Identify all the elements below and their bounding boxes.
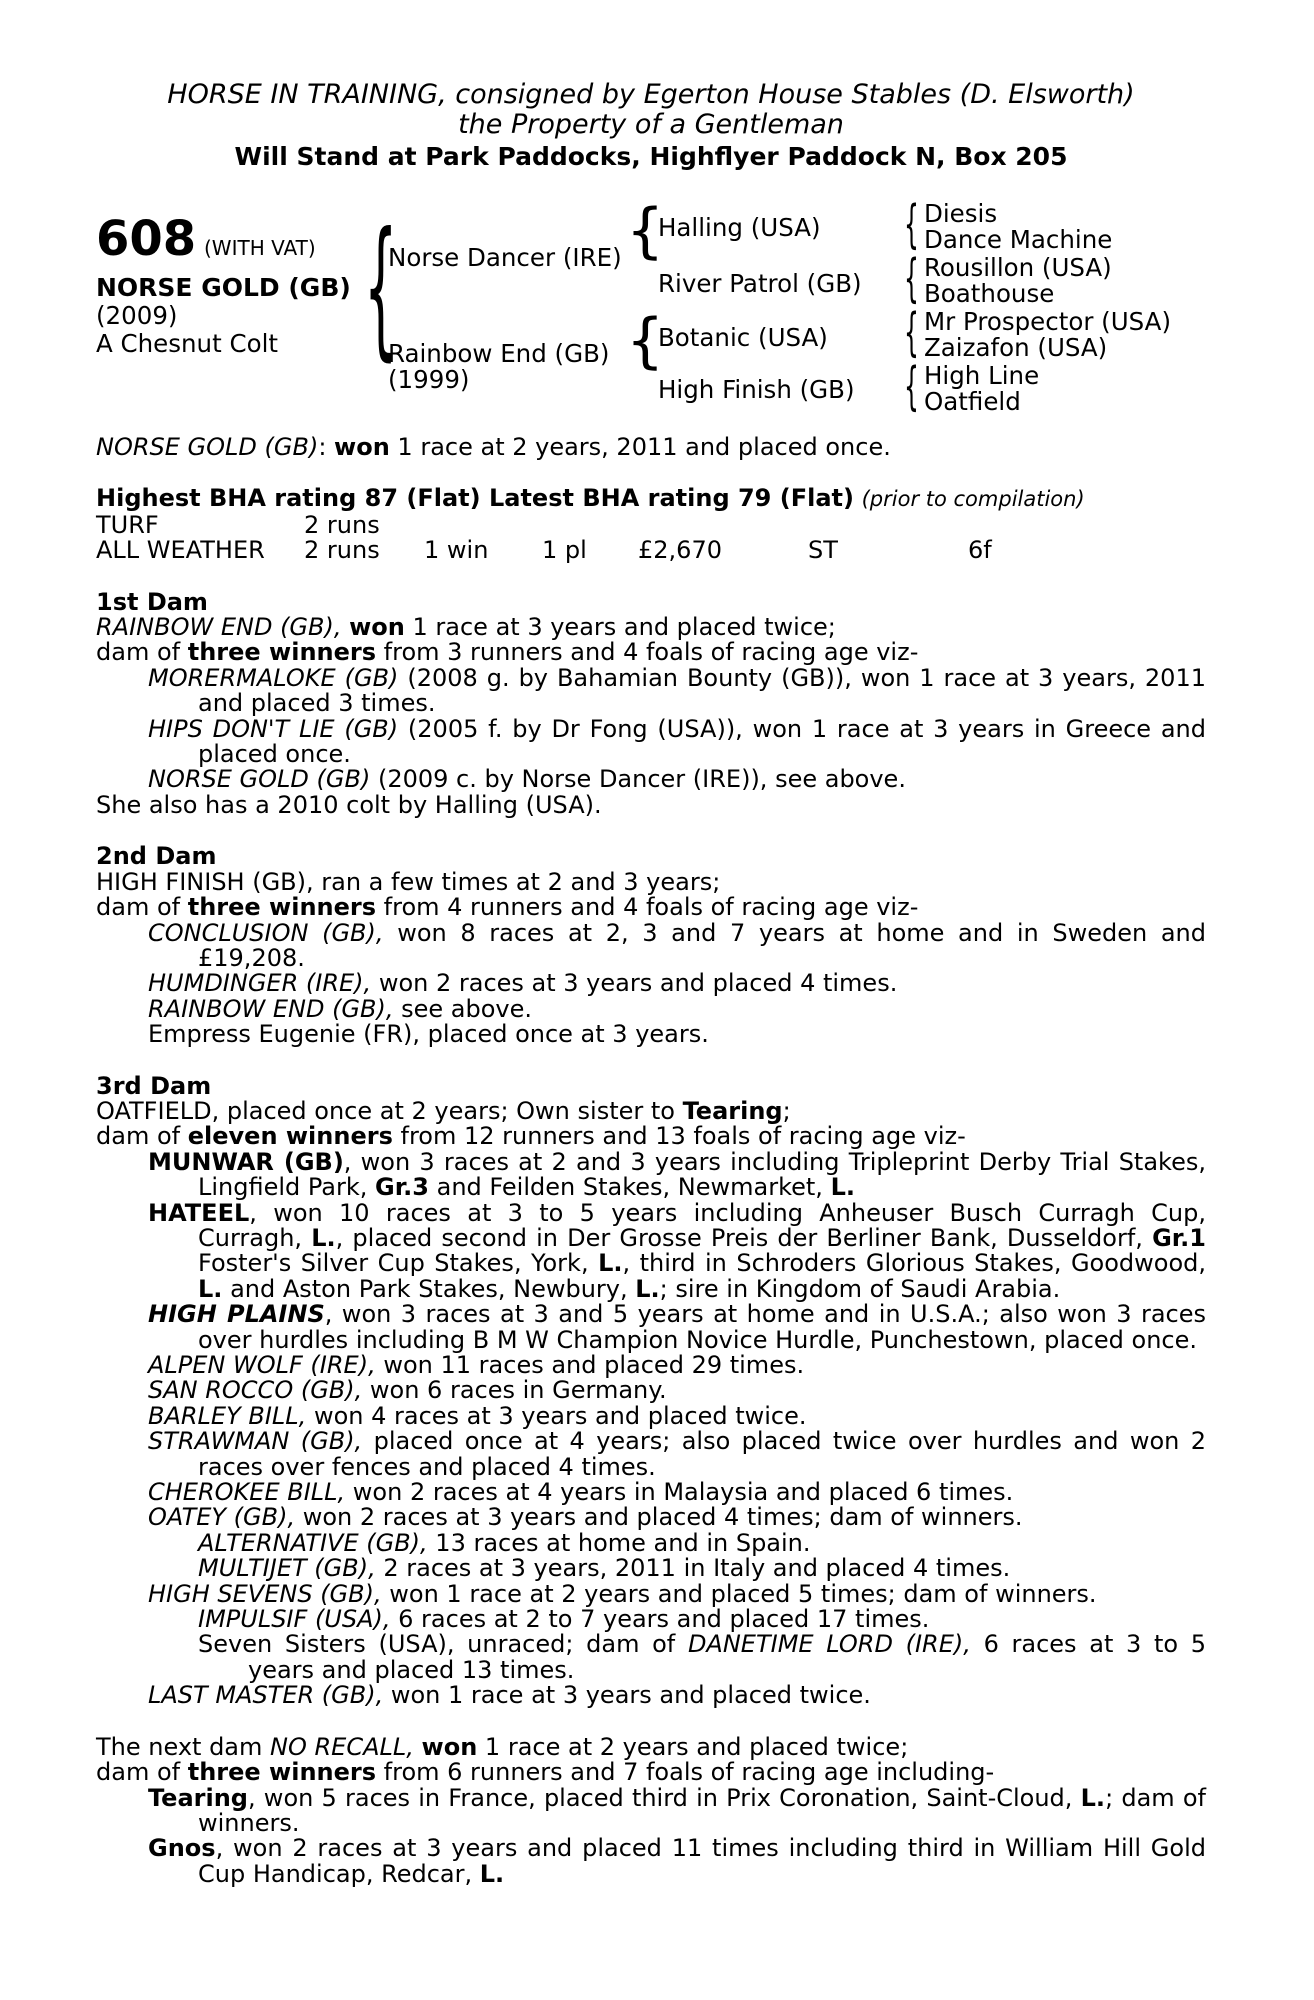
lot-number-block	[96, 211, 316, 267]
ddd: Oatfield	[924, 387, 1021, 416]
horse-name: NORSE GOLD (GB)	[96, 273, 351, 302]
brace-1: {	[364, 201, 398, 375]
sds: Rousillon (USA)	[924, 253, 1112, 282]
sire-sire: Halling (USA)	[658, 213, 821, 242]
second-dam-section: 2nd Dam HIGH FINISH (GB), ran a few times at 2 and 3 years; dam of three winners from 4 runners and 4 foals of racing age viz- CONCLUSION (GB), won 8 races at 2, 3 and 7 years at home and in Sweden and £19,208. HUMDINGER (IRE), won 2 races at 3 years and placed 4 times. RAINBOW END (GB), see above. Empress Eugenie (FR), placed once at 3 years.	[96, 842, 1207, 1049]
brace-3d: {	[904, 357, 919, 417]
vat-note: (WITH VAT)	[204, 236, 316, 260]
dsd: Zaizafon (USA)	[924, 333, 1108, 362]
section-title: 2nd Dam	[96, 842, 217, 871]
catalogue-body	[96, 435, 1206, 1887]
brace-3b: {	[904, 249, 919, 309]
pedigree-table	[96, 195, 1206, 429]
sire-dam: River Patrol (GB)	[658, 269, 862, 298]
dds: High Line	[924, 361, 1040, 390]
brace-3a: {	[904, 195, 919, 255]
horse-year: (2009)	[96, 301, 178, 330]
property-line: the Property of a Gentleman	[458, 109, 844, 140]
dam-dam: High Finish (GB)	[658, 375, 855, 404]
section-title: 3rd Dam	[96, 1071, 212, 1100]
third-dam-section: 3rd Dam OATFIELD, placed once at 2 years; Own sister to Tearing; dam of eleven winners from 12 runners and 13 foals of racing age viz- MUNWAR (GB), won 3 races at 2 and 3 years including Tripleprint Derby Trial Stakes, Lingfield Park, Gr.3 and Feilden Stakes, Newmarket, L. HATEEL, won 10 races at 3 to 5 years including Anheuser Busch Curragh Cup, Curragh, L., placed second in Der Grosse Preis der Berliner Bank, Dusseldorf, Gr.1 Foster's Silver Cup Stakes, York, L., third in Schroders Glorious Stakes, Goodwood, L. and Aston Park Stakes, Newbury, L.; sire in Kingdom of Saudi Arabia. HIGH PLAINS, won 3 races at 3 and 5 years at home and in U.S.A.; also won 3 races over hurdles including B M W Champion Novice Hurdle, Punchestown, placed once. ALPEN WOLF (IRE), won 11 races and placed 29 times. SAN ROCCO (GB), won 6 races in Germany. BARLEY BILL, won 4 races at 3 years and placed twice. STRAWMAN (GB), placed once at 4 years; also placed twice over hurdles and won 2 races over fences and placed 4 times. CHEROKEE BILL, won 2 races at 4 years in Malaysia and placed 6 times. OATEY (GB), won 2 races at 3 years and placed 4 times; dam of winners. ALTERNATIVE (GB), 13 races at home and in Spain. MULTIJET (GB), 2 races at 3 years, 2011 in Italy and placed 4 times. HIGH SEVENS (GB), won 1 race at 2 years and placed 5 times; dam of winners. IMPULSIF (USA), 6 races at 2 to 7 years and placed 17 times. Seven Sisters (USA), unraced; dam of DANETIME LORD (IRE), 6 races at 3 to 5 years and placed 13 times. LAST MASTER (GB), won 1 race at 3 years and placed twice.	[96, 1071, 1207, 1710]
dss: Mr Prospector (USA)	[924, 307, 1171, 336]
dam-year: (1999)	[388, 365, 470, 394]
sdd: Boathouse	[924, 279, 1055, 308]
record-row-turf: TURF 2 runs	[96, 510, 380, 539]
sire: Norse Dancer (IRE)	[388, 243, 622, 272]
catalogue-page	[96, 80, 1206, 1887]
section-title: 1st Dam	[96, 587, 208, 616]
horse-description: A Chesnut Colt	[96, 329, 278, 358]
stabling-line: Will Stand at Park Paddocks, Highflyer Paddock N, Box 205	[234, 142, 1068, 171]
first-dam-section: 1st Dam RAINBOW END (GB), won 1 race at 3 years and placed twice; dam of three winners from 3 runners and 4 foals of racing age viz- MORERMALOKE (GB) (2008 g. by Bahamian Bounty (GB)), won 1 race at 3 years, 2011 and placed 3 times. HIPS DON'T LIE (GB) (2005 f. by Dr Fong (USA)), won 1 race at 3 years in Greece and placed once. NORSE GOLD (GB) (2009 c. by Norse Dancer (IRE)), see above. She also has a 2010 colt by Halling (USA).	[96, 587, 1206, 819]
consignor-line: HORSE IN TRAINING, consigned by Egerton House Stables (D. Elsworth)	[167, 79, 1135, 110]
summary-line: NORSE GOLD (GB): won 1 race at 2 years, 2011 and placed once.	[96, 433, 891, 461]
record-row-aw: ALL WEATHER 2 runs 1 win 1 pl £2,670 ST 6f	[96, 536, 992, 565]
next-dam-section: The next dam NO RECALL, won 1 race at 2 years and placed twice; dam of three winners from 6 runners and 7 foals of racing age including- Tearing, won 5 races in France, placed third in Prix Coronation, Saint-Cloud, L.; dam of winners. Gnos, won 2 races at 3 years and placed 11 times including third in William Hill Gold Cup Handicap, Redcar, L.	[96, 1732, 1206, 1888]
record-table	[96, 510, 1206, 565]
brace-3c: {	[904, 303, 919, 363]
rating-line: Highest BHA rating 87 (Flat) Latest BHA rating 79 (Flat) (prior to compilation)	[96, 484, 1085, 513]
dam-sire: Botanic (USA)	[658, 323, 828, 352]
sss: Diesis	[924, 199, 998, 228]
ssd: Dance Machine	[924, 225, 1113, 254]
lot-number: 608	[96, 211, 197, 267]
brace-2a: {	[626, 196, 665, 266]
dam: Rainbow End (GB)	[388, 339, 610, 368]
brace-2b: {	[626, 306, 665, 376]
